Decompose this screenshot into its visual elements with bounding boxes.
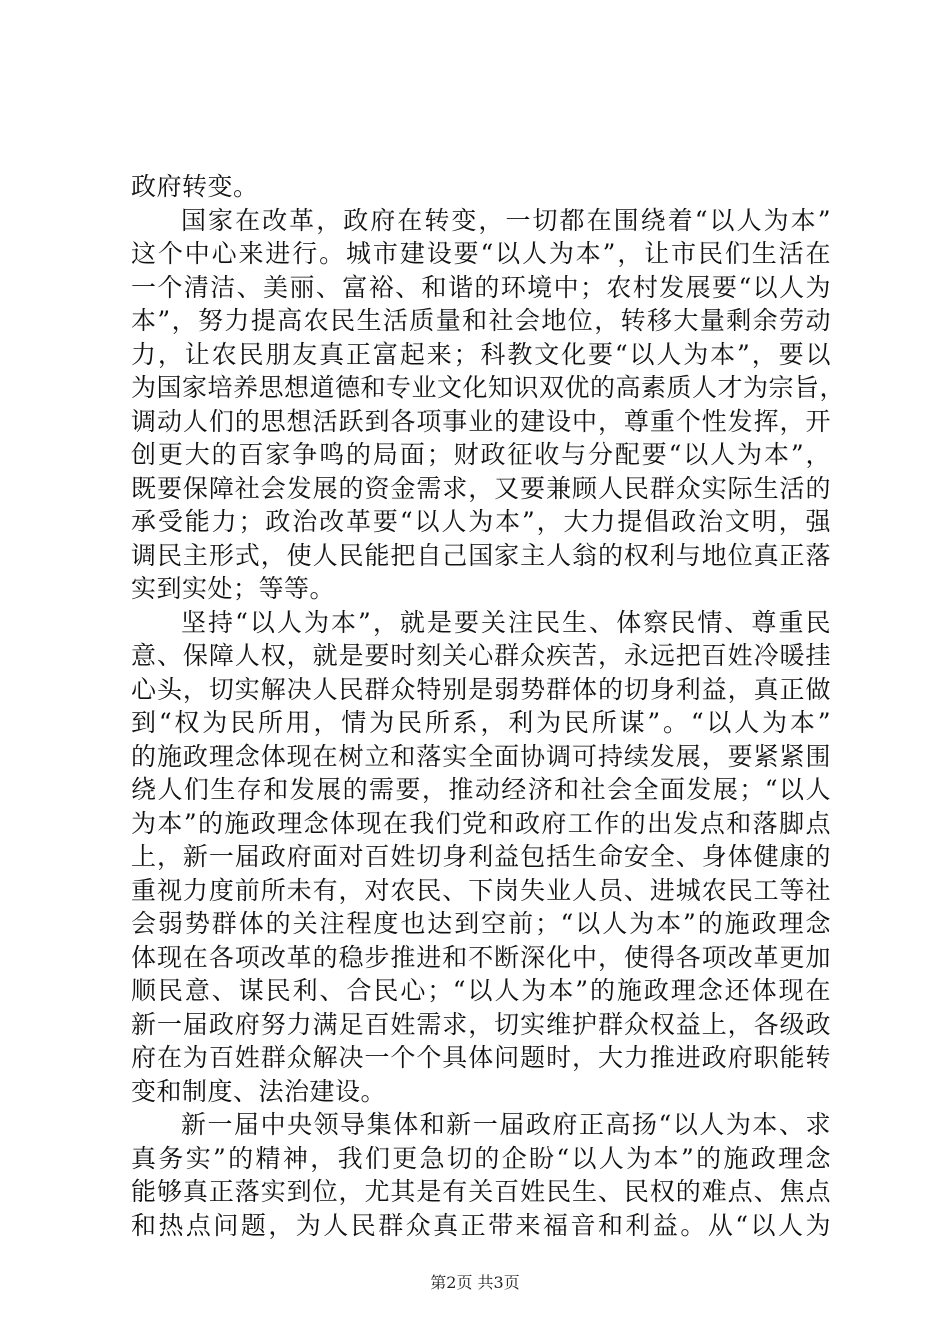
text-line: 为本”的施政理念体现在我们党和政府工作的出发点和落脚点 — [131, 808, 831, 838]
text-line: 绕人们生存和发展的需要，推动经济和社会全面发展；“以人 — [131, 775, 831, 804]
text-line: 创更大的百家争鸣的局面；财政征收与分配要“以人为本”， — [131, 440, 831, 469]
text-line: 实到实处；等等。 — [131, 574, 336, 603]
text-line: 调民主形式，使人民能把自己国家主人翁的权利与地位真正落 — [131, 540, 831, 570]
text-line: 为国家培养思想道德和专业文化知识双优的高素质人才为宗旨， — [131, 373, 846, 402]
text-line: 承受能力；政治改革要“以人为本”，大力提倡政治文明，强 — [131, 507, 831, 536]
page-footer: 第2页 共3页 — [430, 1273, 520, 1292]
text-line: 变和制度、法治建设。 — [131, 1076, 387, 1106]
text-line: 的施政理念体现在树立和落实全面协调可持续发展，要紧紧围 — [131, 741, 831, 771]
paragraph-first-line: 坚持“以人为本”，就是要关注民生、体察民情、尊重民 — [181, 607, 831, 637]
paragraph-first-line: 国家在改革，政府在转变，一切都在围绕着“以人为本” — [181, 205, 831, 235]
text-line: 体现在各项改革的稳步推进和不断深化中，使得各项改革更加 — [131, 942, 831, 972]
text-line: 既要保障社会发展的资金需求，又要兼顾人民群众实际生活的 — [131, 473, 831, 503]
text-line: 意、保障人权，就是要时刻关心群众疾苦，永远把百姓冷暖挂 — [131, 641, 831, 670]
text-line: 新一届政府努力满足百姓需求，切实维护群众权益上，各级政 — [131, 1009, 831, 1039]
text-line: 一个清洁、美丽、富裕、和谐的环境中；农村发展要“以人为 — [131, 272, 831, 302]
text-line: 本”，努力提高农民生活质量和社会地位，转移大量剩余劳动 — [131, 306, 831, 335]
text-line: 调动人们的思想活跃到各项事业的建设中，尊重个性发挥，开 — [131, 406, 831, 436]
text-line: 真务实”的精神，我们更急切的企盼“以人为本”的施政理念 — [131, 1143, 831, 1173]
text-line: 顺民意、谋民利、合民心；“以人为本”的施政理念还体现在 — [131, 976, 831, 1005]
text-line: 力，让农民朋友真正富起来；科教文化要“以人为本”，要以 — [131, 339, 831, 369]
text-line: 到“权为民所用，情为民所系，利为民所谋”。“以人为本” — [131, 708, 831, 737]
text-line: 心头，切实解决人民群众特别是弱势群体的切身利益，真正做 — [131, 674, 831, 704]
text-line: 重视力度前所未有，对农民、下岗失业人员、进城农民工等社 — [131, 875, 831, 905]
document-body — [131, 170, 846, 1242]
text-line: 这个中心来进行。城市建设要“以人为本”，让市民们生活在 — [131, 239, 831, 268]
text-line: 会弱势群体的关注程度也达到空前；“以人为本”的施政理念 — [131, 909, 831, 938]
paragraph-first-line: 新一届中央领导集体和新一届政府正高扬“以人为本、求 — [181, 1110, 831, 1139]
text-line: 政府转变。 — [131, 172, 259, 201]
text-line: 和热点问题，为人民群众真正带来福音和利益。从“以人为 — [131, 1210, 831, 1240]
text-line: 府在为百姓群众解决一个个具体问题时，大力推进政府职能转 — [131, 1043, 831, 1072]
text-line: 能够真正落实到位，尤其是有关百姓民生、民权的难点、焦点 — [131, 1177, 831, 1206]
text-line: 上，新一届政府面对百姓切身利益包括生命安全、身体健康的 — [131, 842, 831, 871]
